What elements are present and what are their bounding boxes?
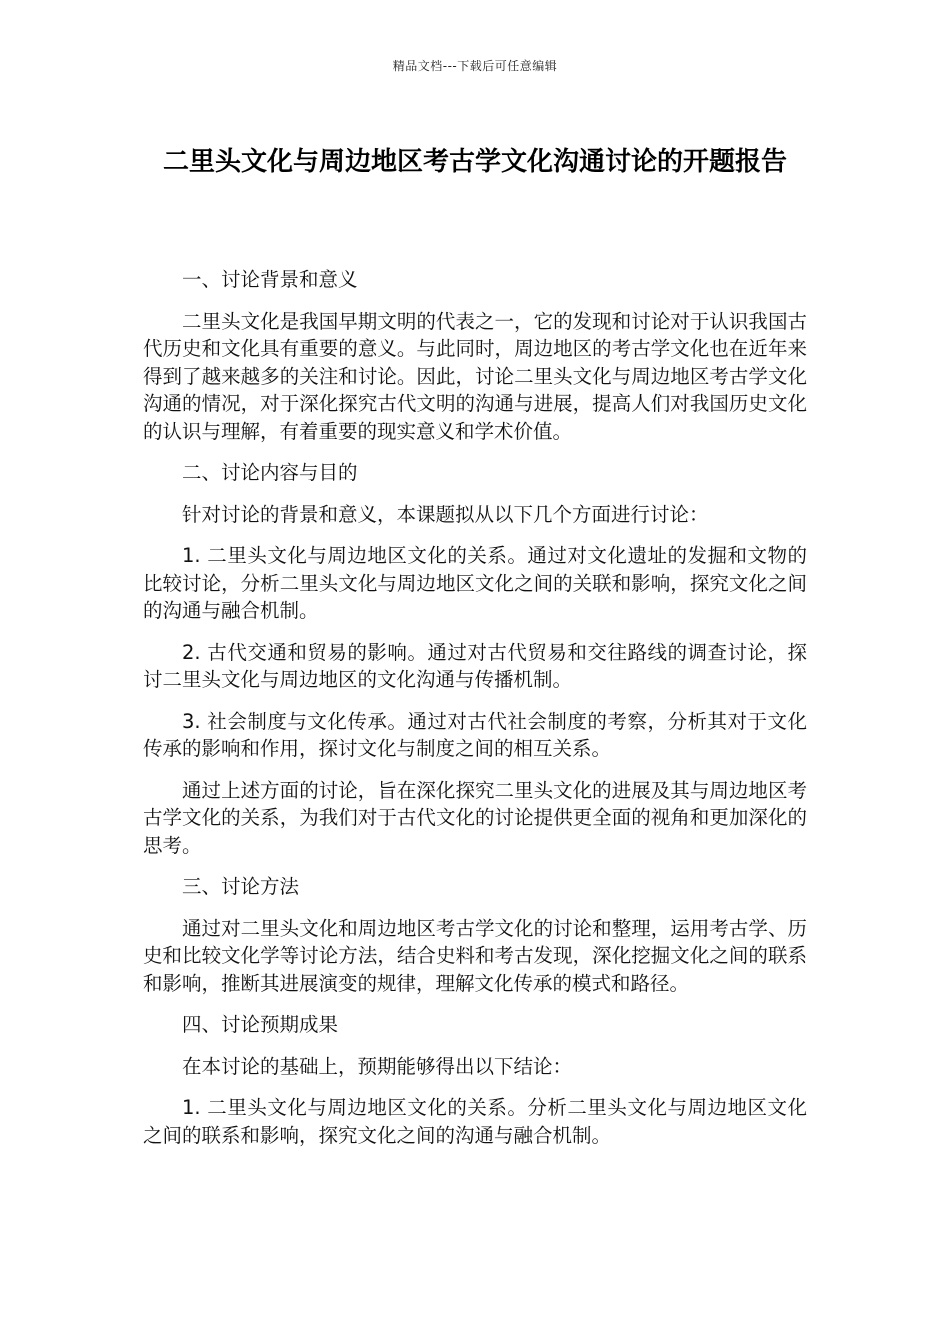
section-heading-content: 二、讨论内容与目的 <box>182 461 358 484</box>
list-item-content-1: 1. 二里头文化与周边地区文化的关系。通过对文化遗址的发掘和文物的比较讨论，分析二里头文化与周边地区文化之间的关联和影响，探究文化之间的沟通与融合机制。 <box>143 544 807 622</box>
paragraph-content-intro: 针对讨论的背景和意义，本课题拟从以下几个方面进行讨论： <box>182 502 709 526</box>
paragraph-methods: 通过对二里头文化和周边地区考古学文化的讨论和整理，运用考古学、历史和比较文化学等讨论方法，结合史料和考古发现，深化挖掘文化之间的联系和影响，推断其进展演变的规律，理解文化传承的模式和路径。 <box>143 916 807 995</box>
document-body <box>143 266 807 1163</box>
section-heading-background: 一、讨论背景和意义 <box>182 268 358 291</box>
page-title: 二里头文化与周边地区考古学文化沟通讨论的开题报告 <box>162 147 787 177</box>
list-item-content-3: 3. 社会制度与文化传承。通过对古代社会制度的考察，分析其对于文化传承的影响和作用，探讨文化与制度之间的相互关系。 <box>143 709 807 760</box>
section-heading-outcomes: 四、讨论预期成果 <box>182 1013 339 1036</box>
header-note: 精品文档---下载后可任意编辑 <box>392 59 558 73</box>
section-heading-methods: 三、讨论方法 <box>182 875 300 898</box>
list-item-outcomes-1: 1. 二里头文化与周边地区文化的关系。分析二里头文化与周边地区文化之间的联系和影响，探究文化之间的沟通与融合机制。 <box>143 1096 807 1147</box>
paragraph-outcomes-intro: 在本讨论的基础上，预期能够得出以下结论： <box>182 1054 573 1078</box>
paragraph-background: 二里头文化是我国早期文明的代表之一，它的发现和讨论对于认识我国古代历史和文化具有重要的意义。与此同时，周边地区的考古学文化也在近年来得到了越来越多的关注和讨论。因此，讨论二里头文化与周边地区考古学文化沟通的情况，对于深化探究古代文明的沟通与进展，提高人们对我国历史文化的认识与理解，有着重要的现实意义和学术价值。 <box>143 309 807 443</box>
list-item-content-2: 2. 古代交通和贸易的影响。通过对古代贸易和交往路线的调查讨论，探讨二里头文化与周边地区的文化沟通与传播机制。 <box>143 640 807 691</box>
paragraph-content-summary: 通过上述方面的讨论，旨在深化探究二里头文化的进展及其与周边地区考古学文化的关系，为我们对于古代文化的讨论提供更全面的视角和更加深化的思考。 <box>143 778 807 857</box>
